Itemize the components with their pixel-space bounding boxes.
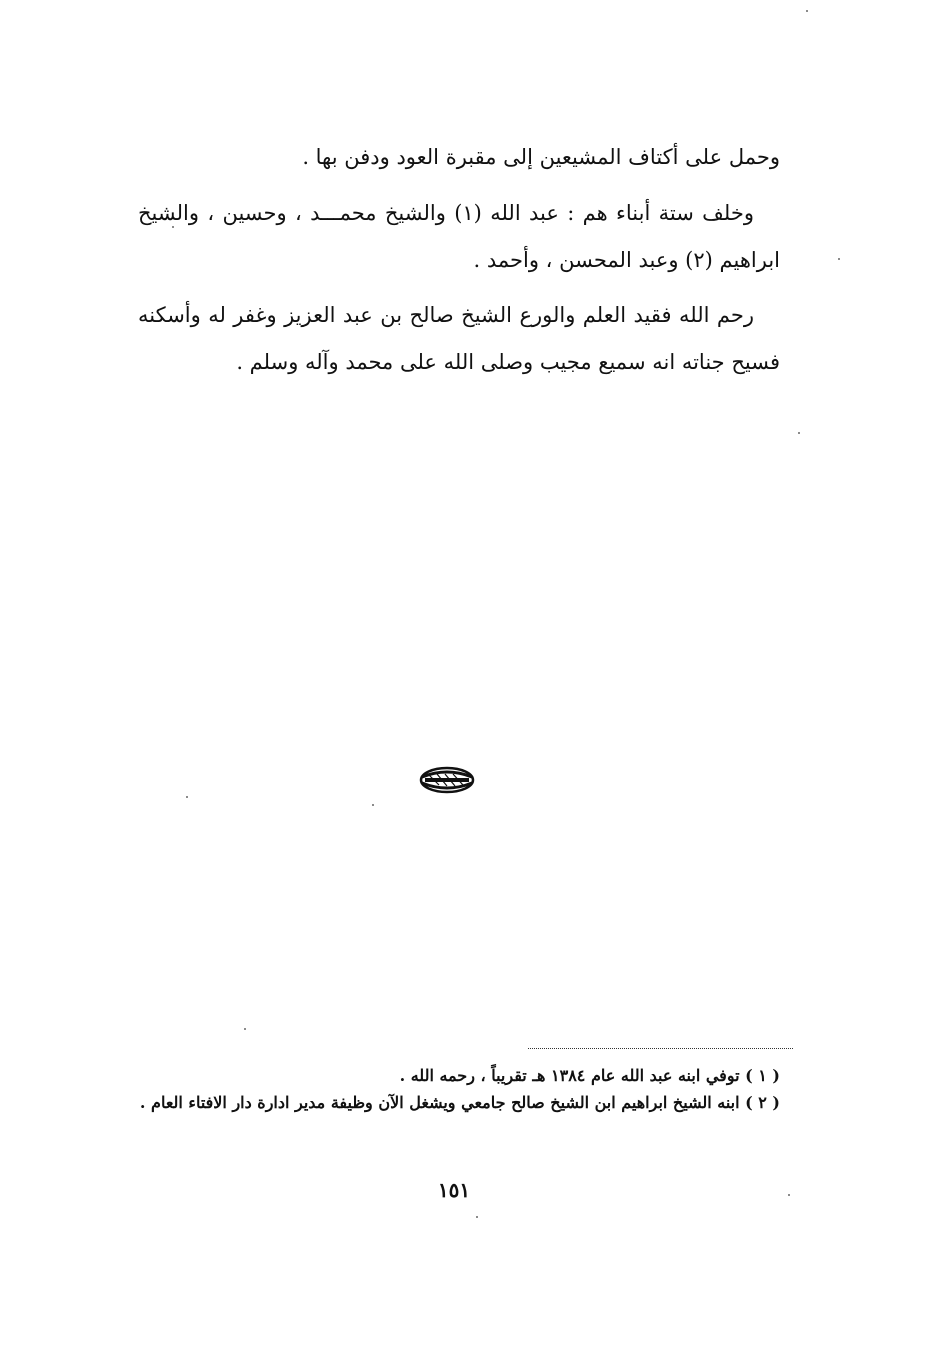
scan-speck — [186, 796, 188, 798]
scan-speck — [476, 1216, 478, 1218]
footnotes — [138, 1062, 780, 1116]
scan-speck — [172, 226, 174, 228]
scan-speck — [372, 804, 374, 806]
scan-speck — [798, 432, 800, 434]
paragraph-children: وخلف ستة أبناء هم : عبد الله (١) والشيخ محمـــد ، وحسين ، والشيخ ابراهيم (٢) وعبد المحسن ، وأحمد . — [138, 201, 780, 272]
scan-speck — [244, 1028, 246, 1030]
footnote-2: ( ٢ ) ابنه الشيخ ابراهيم ابن الشيخ صالح جامعي ويشغل الآن وظيفة مدير ادارة دار الافتاء العام . — [139, 1093, 780, 1112]
paragraph-prayer: رحم الله فقيد العلم والورع الشيخ صالح بن عبد العزيز وغفر له وأسكنه فسيح جناته انه سميع مجيب وصلى الله على محمد وآله وسلم . — [138, 303, 780, 374]
book-ornament-icon — [419, 765, 475, 795]
scan-speck — [838, 258, 840, 260]
paragraph-burial: وحمل على أكتاف المشيعين إلى مقبرة العود ودفن بها . — [302, 145, 780, 169]
scan-speck — [806, 10, 808, 12]
footnote-1: ( ١ ) توفي ابنه عبد الله عام ١٣٨٤ هـ تقريباً ، رحمه الله . — [399, 1066, 780, 1085]
footnote-separator — [528, 1048, 793, 1049]
scan-speck — [788, 1194, 790, 1196]
page-number: ١٥١ — [437, 1178, 471, 1202]
